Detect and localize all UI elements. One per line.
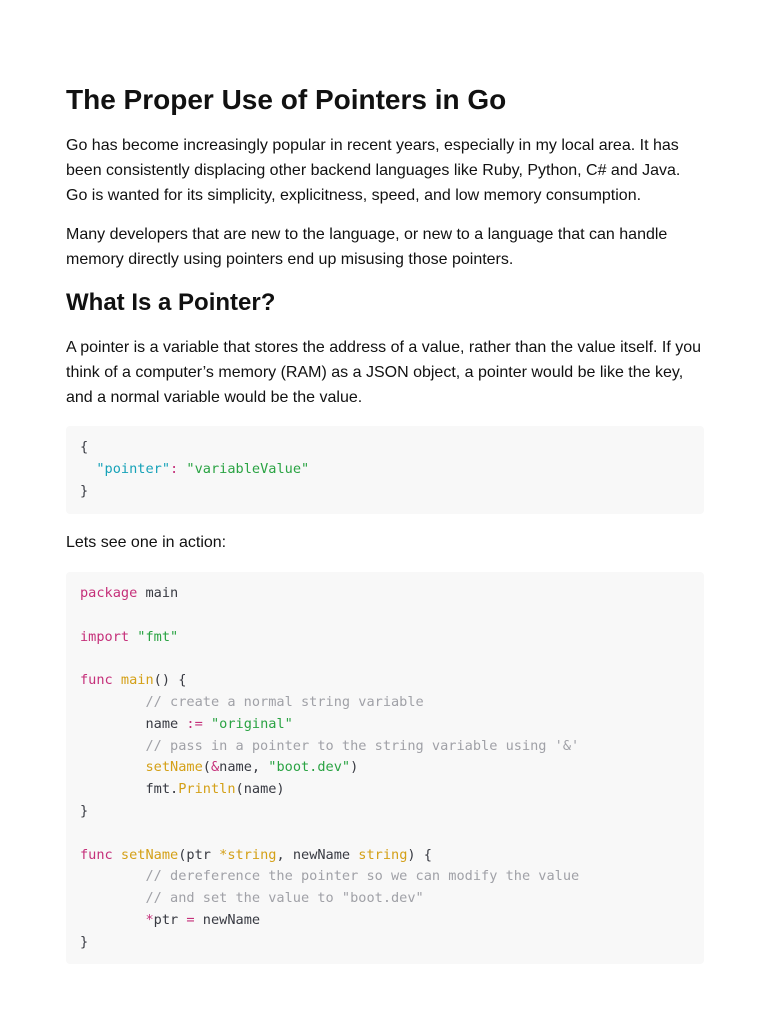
code-token: =	[186, 911, 195, 928]
code-token: "fmt"	[129, 628, 179, 645]
code-line	[80, 648, 690, 670]
intro-paragraph-2: Many developers that are new to the language, or new to a language that can handle memory directly using pointers end up misusing those pointers.	[66, 226, 668, 268]
code-token: Println	[178, 781, 236, 798]
code-line: // pass in a pointer to the string variable using '&'	[80, 737, 580, 754]
intro-paragraph-1: Go has become increasingly popular in recent years, especially in my local area. It has been consistently displacing other backend languages like Ruby, Python, C# and Java. Go is wanted for its simplicity, explicitness, speed, and low memory consumption.	[66, 137, 681, 204]
code-token: name,	[219, 759, 269, 776]
code-token: func	[80, 846, 113, 863]
code-line: // and set the value to "boot.dev"	[80, 890, 424, 907]
code-token: }	[80, 933, 89, 950]
json-code-block	[66, 426, 704, 514]
code-token: &	[210, 759, 220, 776]
code-token: }	[80, 802, 89, 819]
code-token: :=	[186, 715, 203, 732]
code-token: {	[80, 439, 89, 455]
code-line	[80, 459, 690, 481]
code-token: *	[145, 911, 154, 928]
code-line	[80, 910, 690, 932]
code-token: package	[80, 585, 138, 601]
code-line	[80, 583, 690, 605]
code-line	[80, 932, 690, 954]
code-token: setName	[145, 759, 203, 776]
code-token: )	[350, 759, 359, 776]
code-token: :	[170, 460, 187, 477]
code-line	[80, 481, 690, 503]
code-token: newName	[194, 911, 261, 928]
code-token: "original"	[202, 715, 293, 732]
code-token: (name)	[235, 781, 285, 798]
code-token: }	[80, 482, 89, 499]
code-token: ) {	[407, 846, 432, 863]
code-line	[80, 757, 690, 779]
code-line	[80, 823, 690, 845]
code-token: (ptr	[178, 846, 220, 863]
code-token: setName	[112, 846, 179, 863]
code-line	[80, 801, 690, 823]
code-line: // dereference the pointer so we can modify the value	[80, 868, 580, 885]
code-token: import	[80, 628, 130, 645]
code-line	[80, 779, 690, 801]
code-token: ptr	[153, 911, 187, 928]
article-title: The Proper Use of Pointers in Go	[66, 84, 507, 115]
code-token: string	[358, 846, 408, 863]
code-token: "boot.dev"	[268, 759, 351, 776]
code-token	[80, 912, 145, 928]
code-line	[80, 605, 690, 627]
code-line	[80, 714, 690, 736]
code-token: main	[137, 585, 179, 601]
code-line	[80, 845, 690, 867]
code-token	[80, 759, 145, 775]
code-token: func	[80, 672, 113, 689]
code-line	[80, 437, 690, 459]
code-token: name	[80, 715, 187, 732]
section-paragraph-2: Lets see one in action:	[66, 534, 227, 551]
code-line	[80, 627, 690, 649]
code-line: // create a normal string variable	[80, 693, 424, 710]
section-heading: What Is a Pointer?	[66, 289, 276, 316]
code-token: *string	[219, 846, 277, 863]
code-token: main	[112, 672, 154, 689]
section-paragraph-1: A pointer is a variable that stores the address of a value, rather than the value itself. If you think of a computer’s memory (RAM) as a JSON object, a pointer would be like the key, and a normal variable would be the value.	[66, 339, 702, 406]
code-token: (	[202, 759, 211, 776]
code-token: , newName	[276, 846, 359, 863]
code-token: "pointer"	[96, 460, 171, 477]
code-token: fmt.	[80, 781, 179, 798]
code-line	[80, 670, 690, 692]
code-token: () {	[153, 672, 187, 689]
go-code-block	[66, 572, 704, 964]
code-token: "variableValue"	[186, 460, 310, 477]
